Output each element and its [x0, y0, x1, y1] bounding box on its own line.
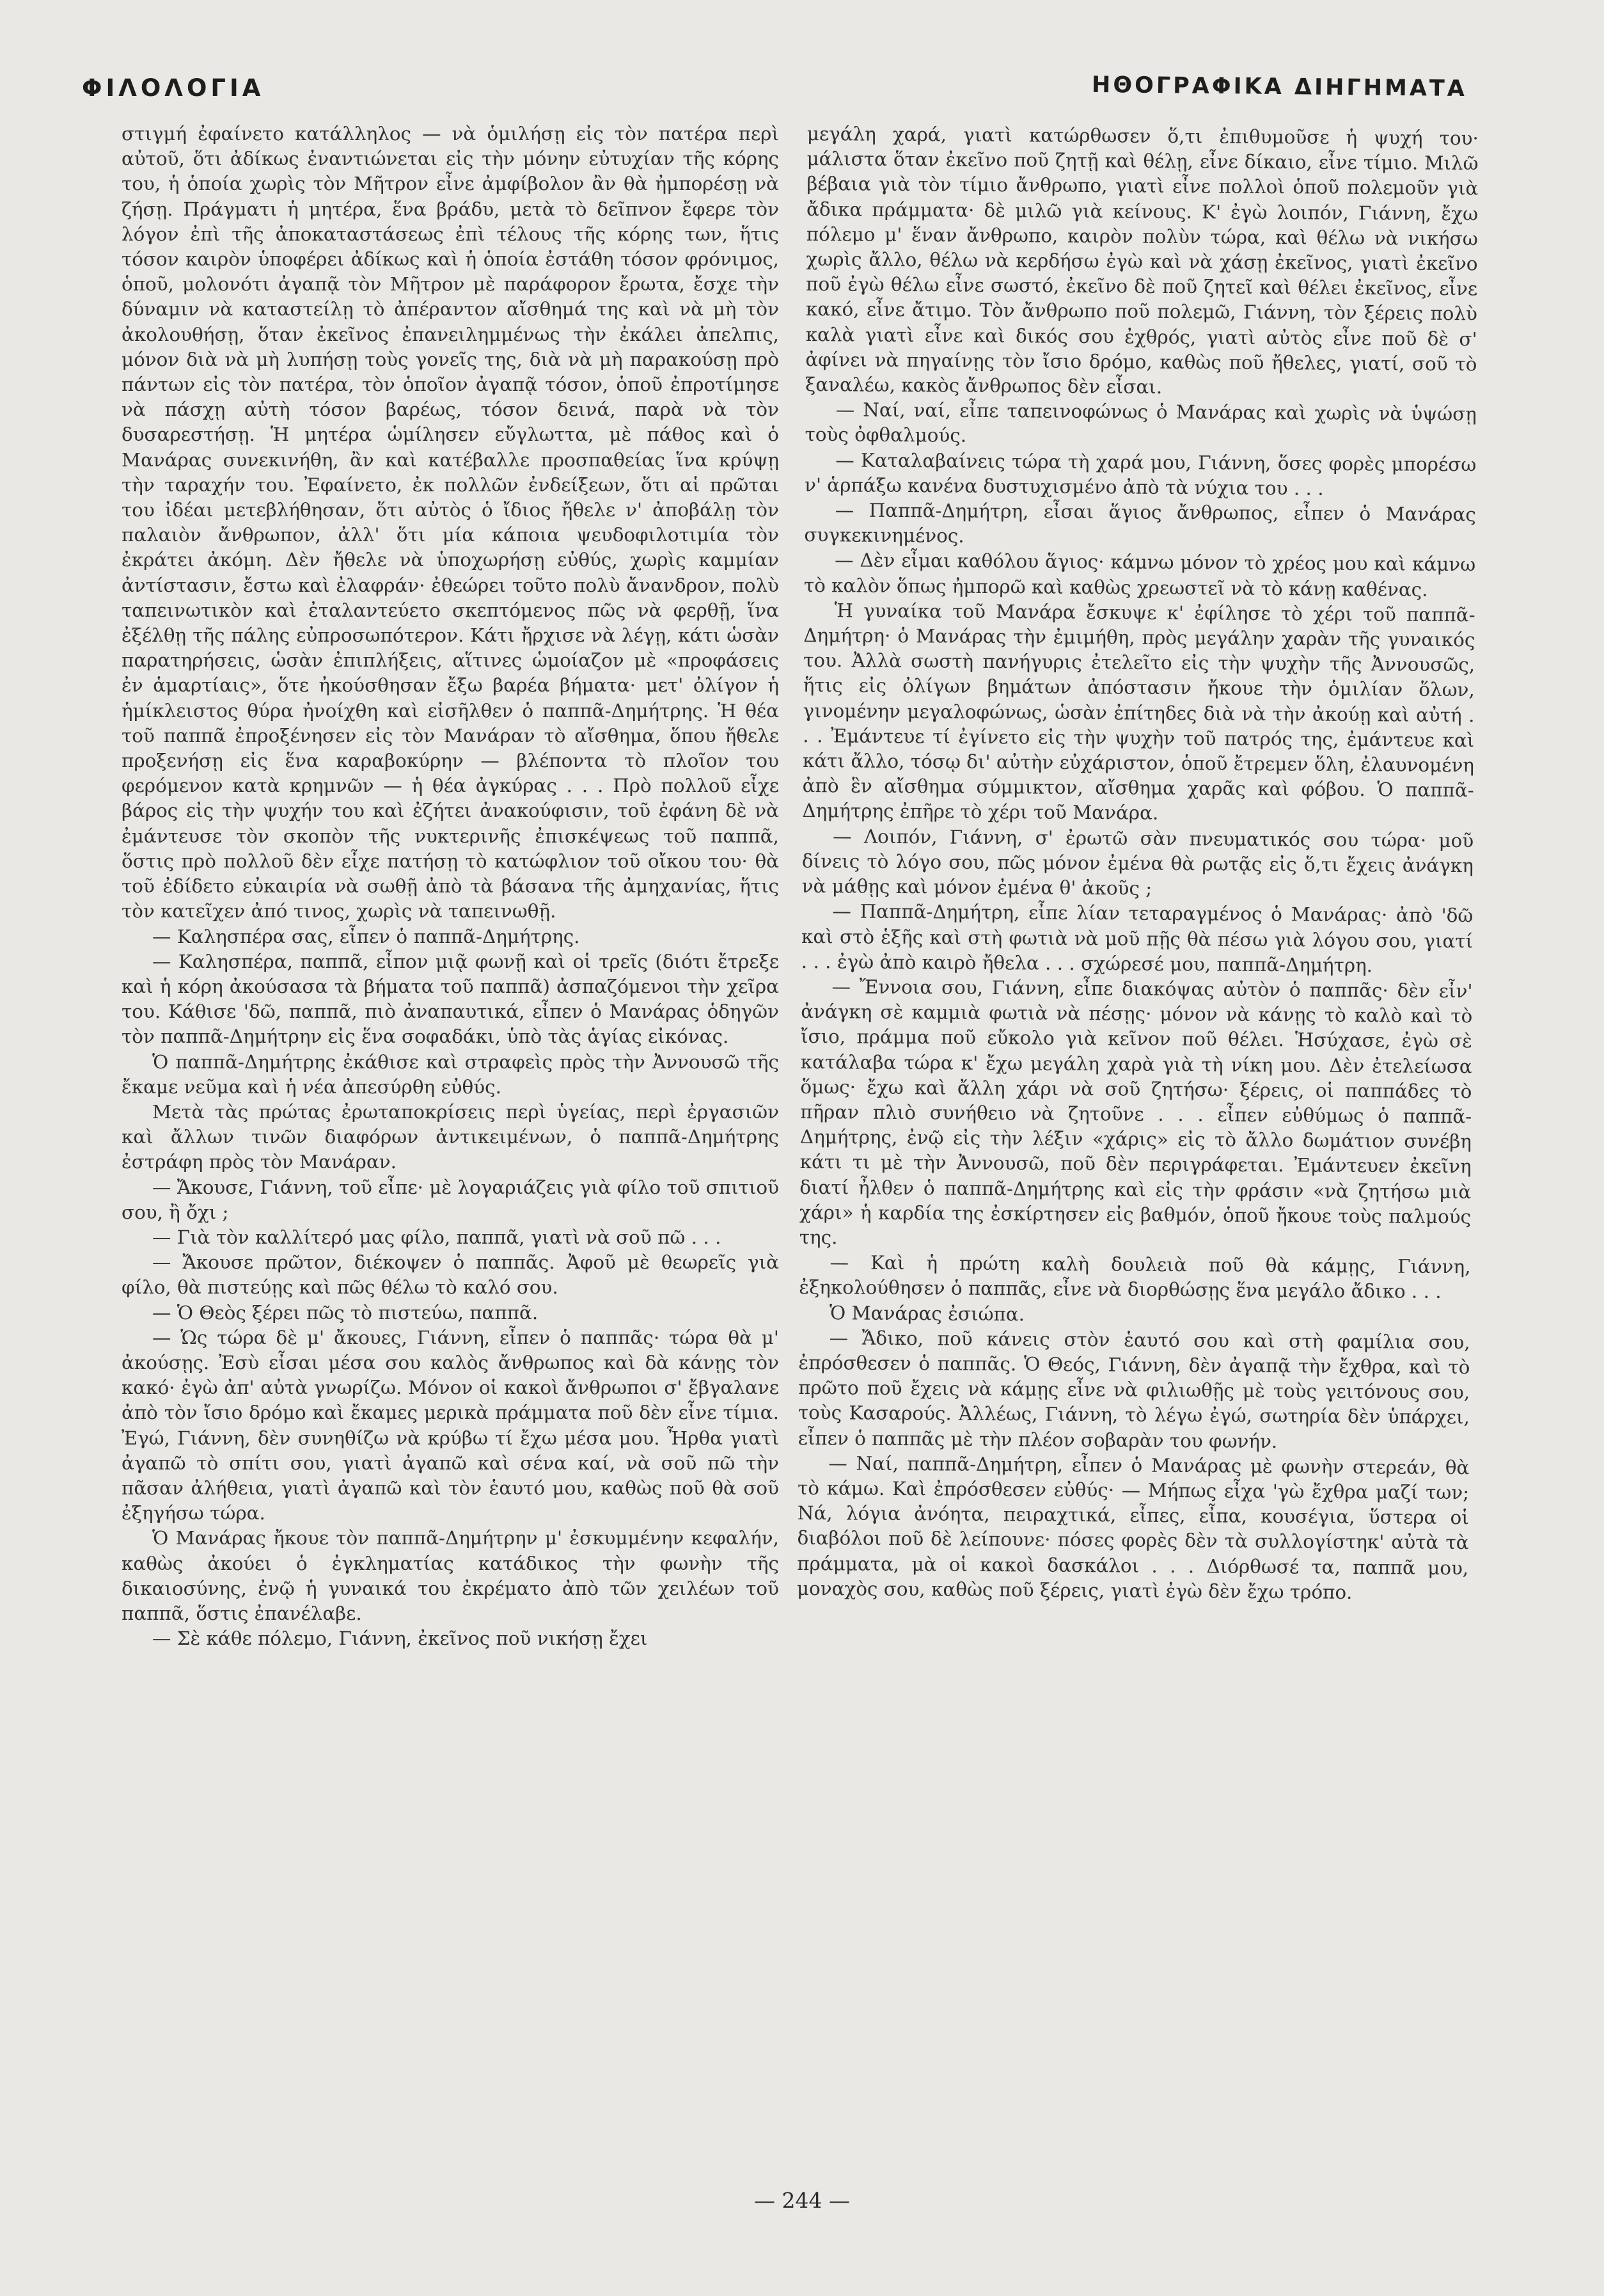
paragraph: στιγμή ἐφαίνετο κατάλληλος — νὰ ὁμιλήσῃ εἰς τὸν πατέρα περὶ αὐτοῦ, ὅτι ἀδίκως ἐναντιώνεται εἰς τὴν μόνην εὐτυχίαν τῆς κόρης του, ἡ ὁποία χωρὶς τὸν Μῆτρον εἶνε ἀμφίβολον ἂν θὰ ἠμπορέσῃ νὰ ζήσῃ. Πράγματι ἡ μητέρα, ἕνα βράδυ, μετὰ τὸ δεῖπνον ἔφερε τὸν λόγον ἐπὶ τῆς ἀποκαταστάσεως ἐπὶ τέλους τῆς κόρης των, ἥτις τόσον καιρὸν ὑποφέρει ἀδίκως καὶ ἡ ὁποία ἐστάθη τόσον φρόνιμος, ὁποῦ, μολονότι ἀγαπᾷ τὸν Μῆτρον μὲ παράφορον ἔρωτα, ἔσχε τὴν δύναμιν νὰ καταστείλῃ τὸ ἀπέραντον αἴσθημά της καὶ νὰ μὴ τὸν ἀκολουθήσῃ, ὅταν ἐκεῖνος ἐπανειλημμένως τὴν ἐκάλει ἀπελπις, μόνον διὰ νὰ μὴ λυπήσῃ τοὺς γονεῖς της, διὰ νὰ μὴ παρακούσῃ πρὸ πάντων εἰς τὸν πατέρα, τὸν ὁποῖον ἀγαπᾷ τόσον, ὁποῦ ἐπροτίμησε νὰ πάσχῃ αὐτὴ τόσον βαρέως, τόσον δεινά, παρὰ νὰ τὸν δυσαρεστήσῃ. Ἡ μητέρα ὡμίλησεν εὔγλωττα, μὲ πάθος καὶ ὁ Μανάρας συνεκινήθη, ἂν καὶ κατέβαλλε προσπαθείας ἵνα κρύψῃ τὴν ταραχήν του. Ἐφαίνετο, ἐκ πολλῶν ἐνδείξεων, ὅτι αἱ πρῶται του ἰδέαι μετεβλήθησαν, ὅτι αὐτὸς ὁ ἴδιος ἤθελε ν' ἀποβάλῃ τὸν παλαιὸν ἄνθρωπον, ἀλλ' ὅτι μία κάποια ψευδοφιλοτιμία τὸν ἐκράτει ἀκόμη. Δὲν ἤθελε νὰ ὑποχωρήσῃ εὐθύς, χωρὶς καμμίαν ἀντίστασιν, ἔστω καὶ ἐλαφράν· ἐθεώρει τοῦτο πολὺ ἄνανδρον, πολὺ ταπεινωτικὸν καὶ ἐταλαντεύετο σκεπτόμενος πῶς νὰ φερθῇ, ἵνα ἐξέλθῃ τῆς πάλης εὐπροσωπότερον. Κάτι ἤρχισε νὰ λέγῃ, κάτι ὡσὰν παρατηρήσεις, ὡσὰν ἐπιπλήξεις, αἵτινες ὡμοίαζον μὲ «προφάσεις ἐν ἁμαρτίαις», ὅτε ἠκούσθησαν ἔξω βαρέα βήματα· μετ' ὀλίγον ἡ ἡμίκλειστος θύρα ἠνοίχθη καὶ εἰσῆλθεν ὁ παππᾶ-Δημήτρης. Ἡ θέα τοῦ παππᾶ ἐπροξένησεν εἰς τὸν Μανάραν τὸ αἴσθημα, ὅπου ἤθελε προξενήσῃ εἰς ἕνα καραβοκύρην — βλέποντα τὸ πλοῖον του φερόμενον κατὰ κρημνῶν — ἡ θέα ἀγκύρας . . . Πρὸ πολλοῦ εἶχε βάρος εἰς τὴν ψυχήν του καὶ ἐζήτει ἀνακούφισιν, τοῦ ἐφάνη δὲ νὰ ἐμάντευσε τὸν σκοπὸν τῆς νυκτερινῆς ἐπισκέψεως τοῦ παππᾶ, ὅστις πρὸ πολλοῦ δὲν εἶχε πατήσῃ τὸ κατώφλιον τοῦ οἴκου του· θὰ τοῦ ἐδίδετο εὐκαιρία νὰ σωθῇ ἀπὸ τὰ βάσανα τῆς ἀμηχανίας, ἥτις τὸν κατεῖχεν ἀπό τινος, χωρὶς νὰ ταπεινωθῇ. [122, 123, 779, 922]
page-number: — 244 — [754, 2188, 850, 2213]
section-title: ΗΘΟΓΡΑΦΙΚΑ ΔΙΗΓΗΜΑΤΑ [1091, 72, 1468, 102]
paragraph: — Λοιπόν, Γιάννη, σ' ἐρωτῶ σὰν πνευματικός σου τώρα· μοῦ δίνεις τὸ λόγο σου, πῶς μόνον ἐμένα θὰ ρωτᾷς εἰς ὅ,τι ἔχεις ἀνάγκη νὰ μάθῃς καὶ μόνον ἐμένα θ' ἀκοῦς ; [801, 825, 1474, 899]
paragraph: — Ἄδικο, ποῦ κάνεις στὸν ἑαυτό σου καὶ στὴ φαμίλια σου, ἐπρόσθεσεν ὁ παππᾶς. Ὁ Θεός, Γιάννη, δὲν ἀγαπᾷ τὴν ἔχθρα, καὶ τὸ πρῶτο ποῦ ἔχεις νὰ κάμῃς εἶνε νὰ φιλιωθῇς μὲ τοὺς γειτόνους σου, τοὺς Κασαρούς. Ἀλλέως, Γιάννη, τὸ λέγω ἐγώ, σωτηρία δὲν ὑπάρχει, εἶπεν ὁ παππᾶς μὲ τὴν πλέον σοβαρὰν του φωνήν. [798, 1327, 1470, 1452]
running-header [0, 69, 1604, 114]
paragraph: Ἡ γυναίκα τοῦ Μανάρα ἔσκυψε κ' ἐφίλησε τὸ χέρι τοῦ παππᾶ-Δημήτρη· ὁ Μανάρας τὴν ἐμιμήθη, πρὸς μεγάλην χαρὰν τῆς γυναικός του. Ἀλλὰ σωστὴ πανήγυρις ἐτελεῖτο εἰς τὴν ψυχὴν τῆς Ἀννουσῶς, ἥτις εἰς ὀλίγων βημάτων ἀπόστασιν ἤκουε τὴν ὁμιλίαν ὅλων, γινομένην μεγαλοφώνως, ὡσὰν ἐπίτηδες διὰ νὰ τὴν ἀκούῃ καὶ αὐτή . . . Ἐμάντευε τί ἐγίνετο εἰς τὴν ψυχὴν τοῦ πατρός της, ἐμάντευε καὶ κάτι ἄλλο, τόσῳ δι' αὐτὴν εὐχάριστον, ὁποῦ ἔτρεμεν ὅλη, ἐλαυνομένη ἀπὸ ἓν αἴσθημα σύμμικτον, αἴσθημα χαρᾶς καὶ φόβου. Ὁ παππᾶ-Δημήτρης ἐπῆρε τὸ χέρι τοῦ Μανάρα. [802, 599, 1475, 825]
paragraph: — Ναί, παππᾶ-Δημήτρη, εἶπεν ὁ Μανάρας μὲ φωνὴν στερεάν, θὰ τὸ κάμω. Καὶ ἐπρόσθεσεν εὐθύς· — Μήπως εἶχα 'γὼ ἔχθρα μαζί των; Νά, λόγια ἀνόητα, πειραχτικά, εἶπες, εἶπα, κουσέγια, ὕστερα οἱ διαβόλοι ποῦ δὲ λείπουνε· πόσες φορὲς δὲν τὰ συλλογίστηκ' αὐτὰ τὰ πράμματα, μὰ οἱ κακοὶ δασκάλοι . . . Διόρθωσέ τα, παππᾶ μου, μοναχὸς σου, καθὼς ποῦ ξέρεις, γιατὶ ἐγὼ δὲν ἔχω τρόπο. [796, 1452, 1470, 1603]
paragraph: — Ὁ Θεὸς ξέρει πῶς τὸ πιστεύω, παππᾶ. [152, 1301, 539, 1324]
paragraph: — Παππᾶ-Δημήτρη, εἶπε λίαν τεταραγμένος ὁ Μανάρας· ἀπὸ 'δῶ καὶ στὸ ἑξῆς καὶ στὴ φωτιὰ νὰ μοῦ πῇς θὰ πέσω γιὰ λόγου σου, γιατί . . . ἐγὼ ἀπὸ καιρὸ ἤθελα . . . σχώρεσέ μου, παππᾶ-Δημήτρη. [801, 900, 1474, 976]
left-text-column [122, 122, 779, 1651]
paragraph: Ὁ παππᾶ-Δημήτρης ἐκάθισε καὶ στραφεὶς πρὸς τὴν Ἀννουσῶ τῆς ἔκαμε νεῦμα καὶ ἡ νέα ἀπεσύρθη εὐθύς. [122, 1050, 779, 1098]
paragraph: — Ἔννοια σου, Γιάννη, εἶπε διακόψας αὐτὸν ὁ παππᾶς· δὲν εἶν' ἀνάγκη σὲ καμμιὰ φωτιὰ νὰ πέσῃς· μόνον νὰ κάνῃς τὸ καλὸ καὶ τὸ ἴσιο, πράμμα ποῦ εὔκολο γιὰ κεῖνον ποῦ θέλει. Ἡσύχασε, ἐγὼ σὲ κατάλαβα τώρα κ' ἔχω μεγάλη χαρὰ γιὰ τὴ νίκη μου. Δὲν ἐτελείωσα ὅμως· ἔχω καὶ ἄλλη χάρι νὰ σοῦ ζητήσω· ξέρεις, οἱ παππάδες τὸ πῆραν πλιὸ συνήθειο νὰ ζητοῦνε . . . εἶπεν εὐθύμως ὁ παππᾶ-Δημήτρης, ἐνῷ εἰς τὴν λέξιν «χάρις» εἰς τὸ ἄλλο δωμάτιον συνέβη κάτι τι μὲ τὴν Ἀννουσῶ, ποῦ δὲν περιγράφεται. Ἐμάντευεν ἐκεῖνη διατί ἦλθεν ὁ παππᾶ-Δημήτρης καὶ εἰς τὴν φράσιν «νὰ ζητήσω μιὰ χάρι» ἡ καρδία της ἐσκίρτησεν εἰς βαθμόν, ὁποῦ ἤκουε τοὺς παλμούς της. [799, 976, 1473, 1249]
paragraph: — Ὡς τώρα δὲ μ' ἄκουες, Γιάννη, εἶπεν ὁ παππᾶς· τώρα θὰ μ' ἀκούσῃς. Ἐσὺ εἶσαι μέσα σου καλὸς ἄνθρωπος καὶ δὰ κάνῃς τὸν κακό· ἐγὼ ἀπ' αὐτὰ γνωρίζω. Μόνον οἱ κακοὶ ἄνθρωποι σ' ἔβγαλανε ἀπὸ τὸν ἴσιο δρόμο καὶ ἔκαμες μερικὰ πράμματα ποῦ δὲν εἶνε τίμια. Ἐγώ, Γιάννη, δὲν συνηθίζω νὰ κρύβω τί ἔχω μέσα μου. Ἦρθα γιατὶ ἀγαπῶ τὸ σπίτι σου, γιατὶ ἀγαπῶ καὶ σένα καί, νὰ σοῦ πῶ τὴν πᾶσαν ἀλήθεια, γιατὶ ἀγαπῶ καὶ τὸν ἑαυτό μου, καθὼς ποῦ θὰ σοῦ ἐξηγήσω τώρα. [122, 1326, 779, 1524]
paragraph: — Καλησπέρα, παππᾶ, εἶπον μιᾷ φωνῇ καὶ οἱ τρεῖς (διότι ἔτρεξε καὶ ἡ κόρη ἀκούσασα τὰ βήματα τοῦ παππᾶ) ἀσπαζόμενοι τὴν χεῖρα του. Κάθισε 'δῶ, παππᾶ, πιὸ ἀναπαυτικά, εἶπεν ὁ Μανάρας ὁδηγῶν τὸν παππᾶ-Δημήτρην εἰς ἕνα σοφαδάκι, ὑπὸ τὰς ἁγίας εἰκόνας. [122, 950, 779, 1048]
paragraph: μεγάλη χαρά, γιατὶ κατώρθωσεν ὅ,τι ἐπιθυμοῦσε ἡ ψυχή του· μάλιστα ὅταν ἐκεῖνο ποῦ ζητῇ καὶ θέλῃ, εἶνε δίκαιο, εἶνε τίμιο. Μιλῶ βέβαια γιὰ τὸν τίμιο ἄνθρωπο, γιατὶ εἶνε πολλοὶ ὁποῦ πολεμοῦν γιὰ ἄδικα πράμματα· δὲ μιλῶ γιὰ κείνους. Κ' ἐγὼ λοιπόν, Γιάννη, ἔχω πόλεμο μ' ἕναν ἄνθρωπο, καιρὸν πολὺν τώρα, καὶ θέλω νὰ νικήσω χωρὶς ἄλλο, θέλω νὰ κερδήσω ἐγὼ καὶ νὰ χάσῃ ἐκεῖνος, γιατὶ ἐκεῖνο ποῦ ἐγὼ θέλω εἶνε σωστό, ἐκεῖνο δὲ ποῦ ζητεῖ καὶ θέλει ἐκεῖνος, εἶνε κακό, εἶνε ἄτιμο. Τὸν ἄνθρωπο ποῦ πολεμῶ, Γιάννη, τὸν ξέρεις πολὺ καλὰ γιατὶ εἶνε καὶ δικός σου ἐχθρός, γιατὶ αὐτὸς εἶνε ποῦ δὲ σ' ἀφίνει νὰ πηγαίνῃς τὸν ἴσιο δρόμο, καθὼς ποῦ ἤθελες, γιατί, σοῦ τὸ ξαναλέω, κακὸς ἄνθρωπος δὲν εἶσαι. [805, 122, 1479, 398]
paragraph: — Καὶ ἡ πρώτη καλὴ δουλειὰ ποῦ θὰ κάμῃς, Γιάννη, ἐξηκολούθησεν ὁ παππᾶς, εἶνε νὰ διορθώσῃς ἕνα μεγάλο ἄδικο . . . [799, 1251, 1471, 1303]
paragraph: — Δὲν εἶμαι καθόλου ἅγιος· κάμνω μόνον τὸ χρέος μου καὶ κάμνω τὸ καλὸν ὅπως ἠμπορῶ καὶ καθὼς χρεωστεῖ νὰ τὸ κάνῃ καθένας. [803, 549, 1476, 601]
journal-title: ΦΙΛΟΛΟΓΙΑ [82, 74, 265, 102]
paragraph: Ὁ Μανάρας ἤκουε τὸν παππᾶ-Δημήτρην μ' ἐσκυμμένην κεφαλήν, καθὼς ἀκούει ὁ ἐγκληματίας κατάδικος τὴν φωνὴν τῆς δικαιοσύνης, ἐνῷ ἡ γυναικά του ἐκρέματο ἀπὸ τῶν χειλέων τοῦ παππᾶ, ὅστις ἐπανέλαβε. [122, 1527, 779, 1624]
paragraph: — Ἄκουσε πρῶτον, διέκοψεν ὁ παππᾶς. Ἀφοῦ μὲ θεωρεῖς γιὰ φίλο, θὰ πιστεύῃς καὶ πῶς θέλω τὸ καλό σου. [122, 1251, 779, 1299]
paragraph: — Παππᾶ-Δημήτρη, εἶσαι ἅγιος ἄνθρωπος, εἶπεν ὁ Μανάρας συγκεκινημένος. [804, 499, 1476, 547]
paragraph: Ὁ Μανάρας ἐσιώπα. [829, 1301, 1025, 1325]
right-text-column [797, 122, 1479, 1606]
paragraph: Μετὰ τὰς πρώτας ἐρωταποκρίσεις περὶ ὑγείας, περὶ ἐργασιῶν καὶ ἄλλων τινῶν διαφόρων ἀντικειμένων, ὁ παππᾶ-Δημήτρης ἐστράφη πρὸς τὸν Μανάραν. [122, 1100, 779, 1173]
paragraph: — Καταλαβαίνεις τώρα τὴ χαρά μου, Γιάννη, ὅσες φορὲς μπορέσω ν' ἁρπάξω κανένα δυστυχισμένο ἀπὸ τὰ νύχια του . . . [804, 448, 1477, 500]
paragraph: — Γιὰ τὸν καλλίτερό μας φίλο, παππᾶ, γιατὶ νὰ σοῦ πῶ . . . [152, 1226, 721, 1248]
paragraph: — Καλησπέρα σας, εἶπεν ὁ παππᾶ-Δημήτρης. [152, 925, 580, 947]
paragraph: — Ναί, ναί, εἶπε ταπεινοφώνως ὁ Μανάρας καὶ χωρὶς νὰ ὑψώσῃ τοὺς ὀφθαλμούς. [805, 399, 1477, 447]
paragraph: — Ἄκουσε, Γιάννη, τοῦ εἶπε· μὲ λογαριάζεις γιὰ φίλο τοῦ σπιτιοῦ σου, ἢ ὄχι ; [122, 1176, 779, 1223]
paragraph: — Σὲ κάθε πόλεμο, Γιάννη, ἐκεῖνος ποῦ νικήσῃ ἔχει [152, 1627, 648, 1650]
